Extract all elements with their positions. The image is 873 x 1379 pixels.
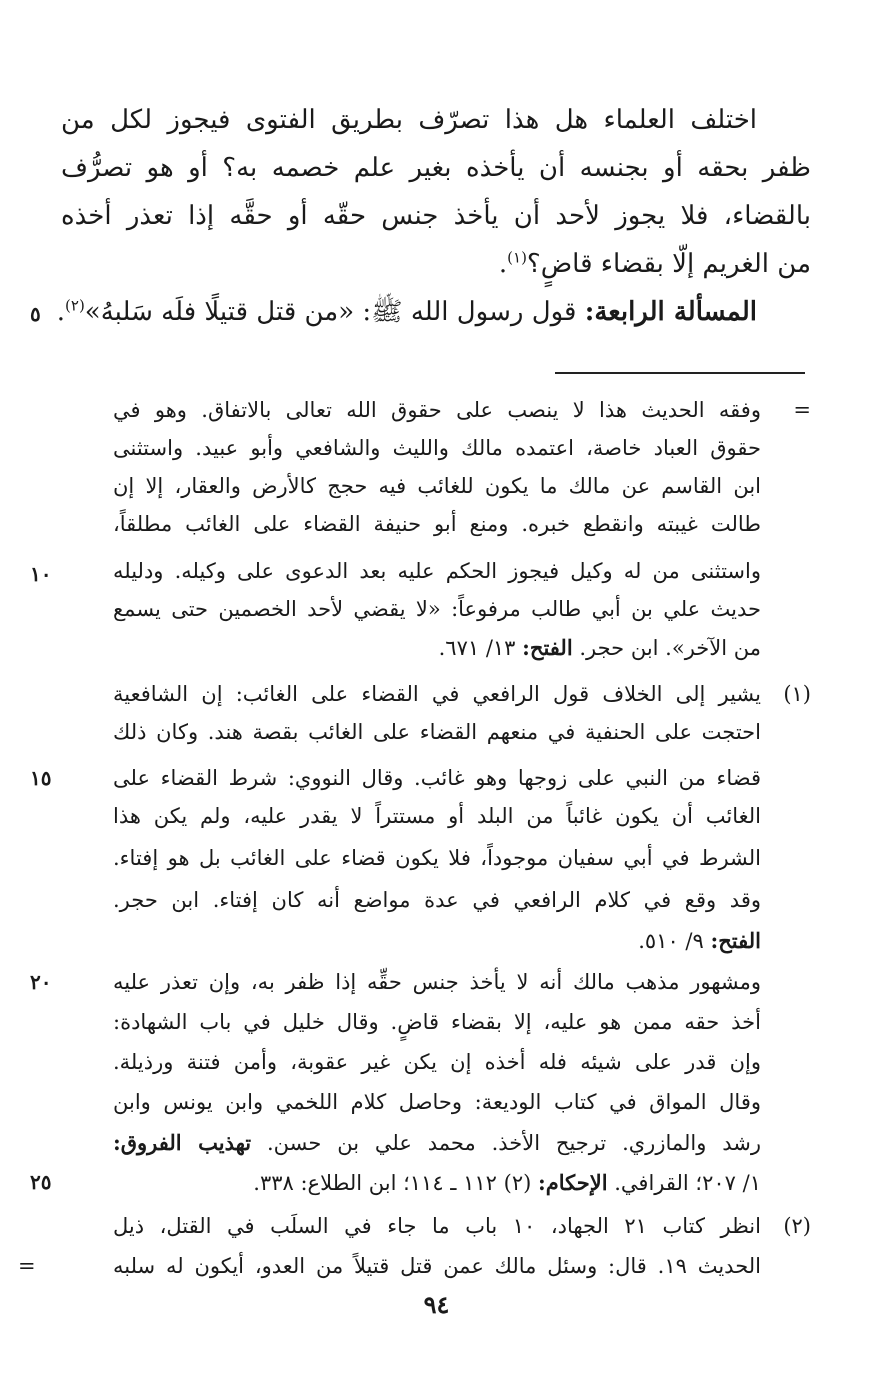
footnote-line: أخذ حقه ممن هو عليه، إلا بقضاء قاضٍ. وقال خليل في باب الشهادة: (113, 1010, 761, 1034)
footnote-line: وفقه الحديث هذا لا ينصب على حقوق الله تعالى بالاتفاق. وهو في (113, 398, 761, 422)
footnote-line (113, 1164, 761, 1201)
source-label: الفتح: (710, 928, 761, 953)
line-number: ٥ (30, 302, 41, 326)
footnote-line: وإن قدر على شيئه فله أخذه إن يكن غير عقوبة، وأمن فتنة ورذيلة. (113, 1050, 761, 1074)
main-text-line: اختلف العلماء هل هذا تصرّف بطريق الفتوى فيجوز لكل من (61, 105, 757, 135)
footnote-line: الغائب أن يكون غائباً من البلد أو مستتراً لا يقدر عليه، ولم يكن هذا (113, 804, 761, 828)
footnote-line: قضاء من النبي على زوجها وهو غائب. وقال النووي: شرط القضاء على (113, 766, 761, 790)
main-text-segment: من الغريم إلّا بقضاء قاضٍ؟ (526, 249, 811, 279)
footnote-text: (٢) ١١٢ ـ ١١٤؛ ابن الطلاع: ٣٣٨. (253, 1171, 532, 1195)
footnote-line: احتجت على الحنفية في منعهم القضاء على الغائب بقصة هند. وكان ذلك (113, 720, 761, 744)
masala-text: قول رسول الله ﷺ: «من قتل قتيلًا فلَه سَلبهُ» (84, 297, 577, 327)
punctuation: . (498, 249, 508, 279)
footnote-text: ١/ ٢٠٧؛ القرافي. (614, 1171, 761, 1195)
footnote-text: من الآخر». ابن حجر. (579, 636, 761, 660)
footnote-line: الحديث ١٩. قال: وسئل مالك عمن قتل قتيلاً من العدو، أيكون له سلبه (113, 1254, 761, 1278)
footnote-line: وقال المواق في كتاب الوديعة: وحاصل كلام اللخمي وابن يونس وابن (113, 1090, 761, 1114)
footnote-ref: (٢) (65, 296, 85, 315)
source-label: تهذيب الفروق: (113, 1130, 252, 1155)
source-label: الفتح: (522, 635, 573, 660)
footnote-line: وقد وقع في كلام الرافعي في عدة مواضع أنه كان إفتاء. ابن حجر. (113, 888, 761, 912)
footnote-line (113, 629, 761, 666)
source-label: الإحكام: (538, 1170, 608, 1195)
footnote-marker: (١) (783, 682, 811, 706)
footnote-line: ابن القاسم عن مالك ما يكون للغائب فيه حجج كالأرض والعقار، إلا إن (113, 474, 761, 498)
punctuation: . (56, 297, 66, 327)
continuation-marker: = (18, 1254, 36, 1278)
line-number: ٢٠ (30, 970, 52, 994)
source-ref: ٩/ ٥١٠. (638, 929, 704, 953)
source-ref: ١٣/ ٦٧١. (438, 636, 516, 660)
footnote-line: انظر كتاب ٢١ الجهاد، ١٠ باب ما جاء في السلَب في القتل، ذيل (113, 1214, 761, 1238)
footnote-line: حديث علي بن أبي طالب مرفوعاً: «لا يقضي لأحد الخصمين حتى يسمع (113, 597, 761, 621)
line-number: ٢٥ (30, 1170, 52, 1194)
main-text-line (61, 244, 811, 284)
footnote-line: يشير إلى الخلاف قول الرافعي في القضاء على الغائب: إن الشافعية (113, 682, 761, 706)
page-number: ٩٤ (423, 1290, 450, 1319)
footnote-line: طالت غيبته وانقطع خبره. ومنع أبو حنيفة القضاء على الغائب مطلقاً، (113, 512, 761, 536)
main-text-line: ظفر بحقه أو بجنسه أن يأخذه بغير علم خصمه به؟ أو هو تصرُّف (61, 153, 811, 183)
masala-heading-line (56, 292, 811, 332)
footnote-separator (555, 372, 805, 374)
footnote-ref: (١) (507, 248, 527, 267)
masala-label: المسألة الرابعة: (584, 297, 757, 327)
footnote-line (113, 922, 761, 959)
main-text-line: بالقضاء، فلا يجوز لأحد أن يأخذ جنس حقّه أو حقَّه إذا تعذر أخذه (61, 201, 811, 231)
footnote-line: واستثنى من له وكيل فيجوز الحكم عليه بعد الدعوى على وكيله. ودليله (113, 559, 761, 583)
footnote-marker: (٢) (783, 1214, 811, 1238)
footnote-text: رشد والمازري. ترجيح الأخذ. محمد علي بن حسن. (267, 1131, 761, 1155)
footnote-line: ومشهور مذهب مالك أنه لا يأخذ جنس حقِّه إذا ظفر به، وإن تعذر عليه (113, 970, 761, 994)
footnote-line (113, 1124, 761, 1161)
line-number: ١٥ (30, 766, 52, 790)
footnote-line: حقوق العباد خاصة، اعتمده مالك والليث والشافعي وأبو عبيد. واستثنى (113, 436, 761, 460)
line-number: ١٠ (30, 562, 52, 586)
continuation-marker: = (793, 398, 811, 422)
footnote-line: الشرط في أبي سفيان موجوداً، فلا يكون قضاء على الغائب بل هو إفتاء. (113, 846, 761, 870)
